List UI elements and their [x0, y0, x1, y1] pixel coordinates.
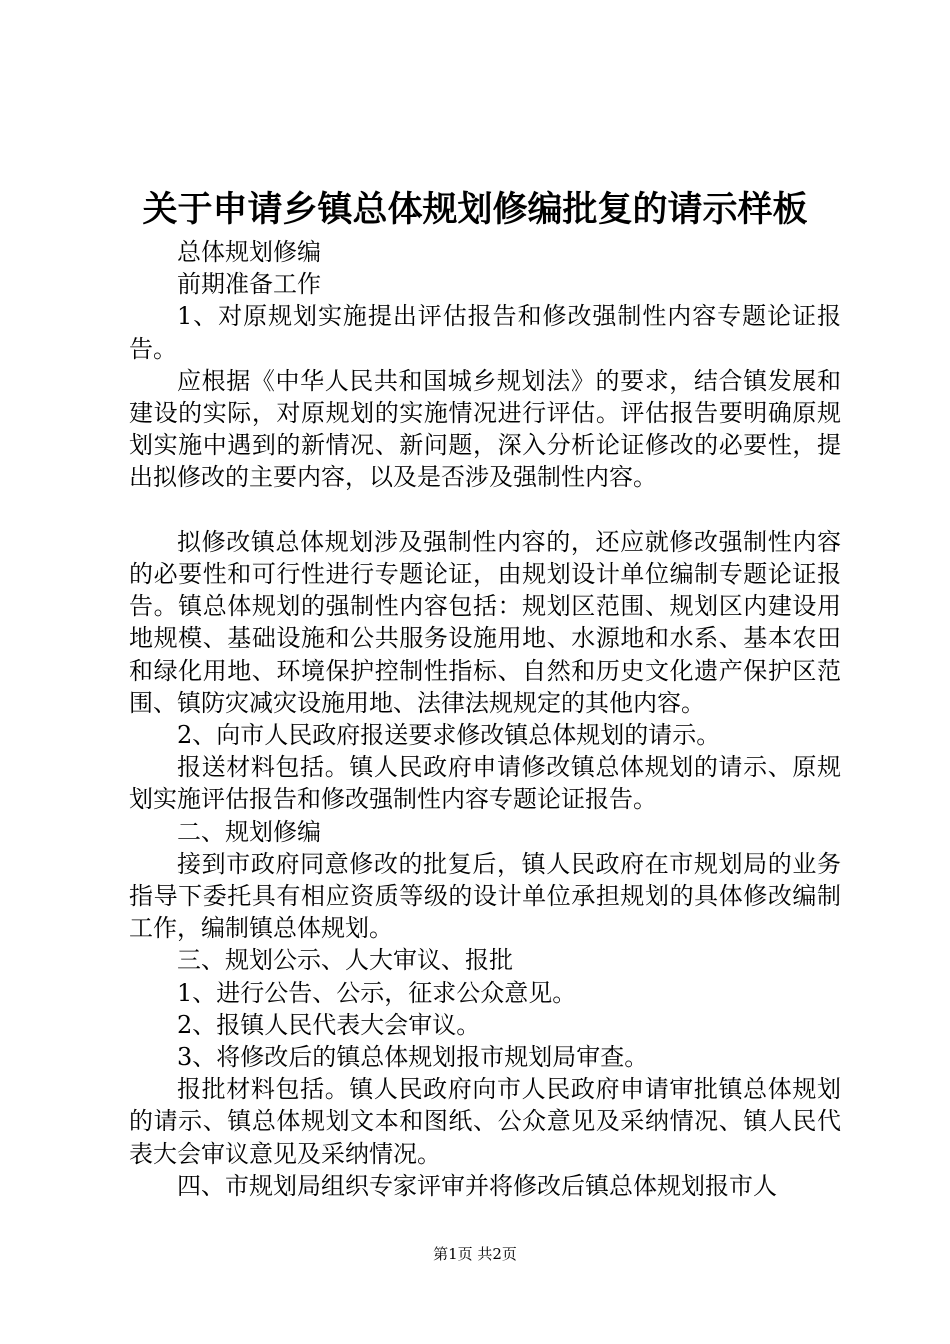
paragraph-item-1: 1、对原规划实施提出评估报告和修改强制性内容专题论证报告。 [129, 302, 841, 363]
paragraph-mandatory-content: 拟修改镇总体规划涉及强制性内容的，还应就修改强制性内容的必要性和可行性进行专题论证，由规划设计单位编制专题论证报告。镇总体规划的强制性内容包括：规划区范围、规划区内建设用地规模、基础设施和公共服务设施用地、水源地和水系、基本农田和绿化用地、环境保护控制性指标、自然和历史文化遗产保护区范围、镇防灾减灾设施用地、法律法规规定的其他内容。 [129, 527, 841, 717]
document-body [129, 236, 841, 1202]
paragraph-item-2: 2、向市人民政府报送要求修改镇总体规划的请示。 [177, 721, 721, 750]
document-title: 关于申请乡镇总体规划修编批复的请示样板 [142, 190, 808, 230]
page-footer: 第1页 共2页 [433, 1245, 517, 1263]
paragraph-heading-preparation: 前期准备工作 [177, 270, 321, 299]
paragraph-evaluation: 应根据《中华人民共和国城乡规划法》的要求，结合镇发展和建设的实际，对原规划的实施情况进行评估。评估报告要明确原规划实施中遇到的新情况、新问题，深入分析论证修改的必要性，提出拟修改的主要内容，以及是否涉及强制性内容。 [129, 366, 841, 492]
paragraph-heading-section-3: 三、规划公示、人大审议、报批 [177, 946, 513, 975]
paragraph-approval-materials: 报批材料包括。镇人民政府向市人民政府申请审批镇总体规划的请示、镇总体规划文本和图纸、公众意见及采纳情况、镇人民代表大会审议意见及采纳情况。 [129, 1075, 841, 1168]
paragraph-submission-materials: 报送材料包括。镇人民政府申请修改镇总体规划的请示、原规划实施评估报告和修改强制性内容专题论证报告。 [129, 753, 841, 814]
paragraph-heading-section-2: 二、规划修编 [177, 817, 321, 846]
paragraph-heading-revision: 总体规划修编 [177, 238, 321, 266]
paragraph-step-2: 2、报镇人民代表大会审议。 [177, 1010, 481, 1039]
paragraph-heading-section-4: 四、市规划局组织专家评审并将修改后镇总体规划报市人 [177, 1171, 777, 1200]
paragraph-step-1: 1、进行公告、公示，征求公众意见。 [177, 978, 577, 1007]
paragraph-revision-work: 接到市政府同意修改的批复后，镇人民政府在市规划局的业务指导下委托具有相应资质等级的设计单位承担规划的具体修改编制工作，编制镇总体规划。 [129, 849, 841, 943]
paragraph-step-3: 3、将修改后的镇总体规划报市规划局审查。 [177, 1043, 649, 1072]
paragraph-blank [129, 494, 841, 526]
